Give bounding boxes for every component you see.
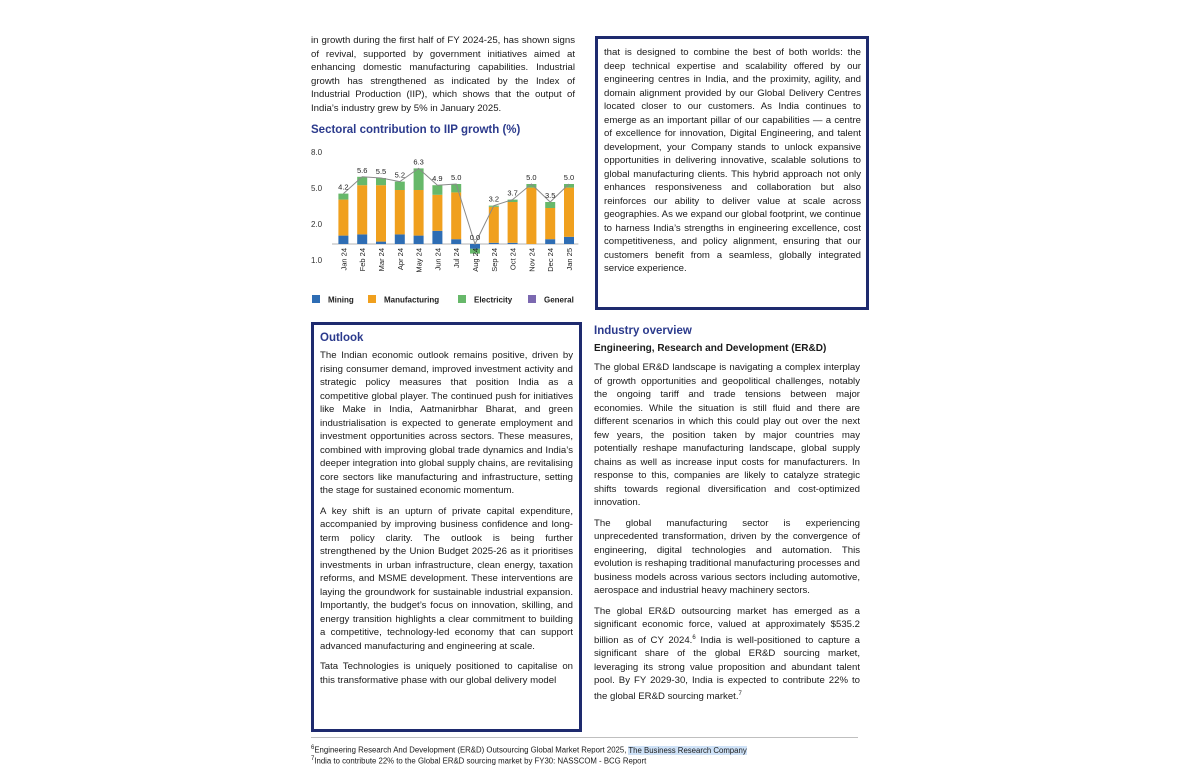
x-tick-label: Apr 24 — [395, 248, 405, 271]
legend-swatch-electricity — [458, 295, 466, 303]
x-tick-label: Aug 24 — [471, 248, 480, 272]
outlook-title: Outlook — [320, 332, 364, 344]
y-tick-label: 1.0 — [311, 256, 323, 265]
bar-mining — [357, 234, 367, 244]
bar-manufacturing — [564, 188, 574, 237]
industry-overview-section — [594, 325, 860, 703]
x-tick-label: Dec 24 — [546, 248, 556, 272]
data-label: 4.9 — [432, 174, 443, 184]
y-tick-label: 8.0 — [311, 148, 323, 157]
bar-mining — [414, 236, 424, 244]
data-label: 5.2 — [394, 170, 406, 180]
bar-manufacturing — [451, 192, 461, 239]
x-tick-label: Jul 24 — [452, 248, 462, 269]
footnote-6-highlight: The Business Research Company — [628, 745, 747, 755]
x-tick-label: Oct 24 — [508, 248, 518, 271]
legend-swatch-manufacturing — [368, 295, 376, 303]
data-label: 5.6 — [356, 165, 368, 175]
bar-mining — [489, 243, 499, 244]
x-tick-label: Sep 24 — [489, 248, 499, 272]
data-label: 5.5 — [375, 167, 387, 176]
legend-label-manufacturing: Manufacturing — [384, 295, 440, 305]
bar-manufacturing — [432, 195, 442, 231]
legend-label-mining: Mining — [328, 295, 354, 305]
x-tick-label: Mar 24 — [377, 248, 386, 272]
outlook-box — [311, 322, 582, 732]
footnote-7 — [311, 754, 646, 767]
bar-mining — [395, 234, 405, 244]
x-tick-label: Jan 25 — [565, 248, 574, 271]
data-label: 5.0 — [450, 173, 462, 182]
footnote-ref-6[interactable]: 6 — [692, 634, 696, 641]
x-tick-label: Feb 24 — [358, 248, 368, 272]
outlook-paragraph-1: The Indian economic outlook remains positive, driven by rising consumer demand, improved investment activity and strategic policy measures that position India as a competitive global player. The continued push for initiatives like Make in India, Aatmanirbhar Bharat, and green industrialisation is expected to generate employment and investment opportunities across sectors. These measures, combined with improving global trade dynamics and India’s deeper integration into global supply chains, are revitalising core sectors like manufacturing and infrastructure, setting the stage for sustained economic momentum. — [320, 350, 573, 496]
bar-electricity — [338, 194, 348, 200]
x-tick-label: Jun 24 — [433, 248, 443, 271]
bar-electricity — [432, 185, 442, 195]
outlook-paragraph-3: Tata Technologies is uniquely positioned to capitalise on this transformative phase with our global delivery model — [320, 661, 573, 686]
industry-paragraph-1: The global ER&D landscape is navigating a complex interplay of growth opportunities and geopolitical challenges, notably the ongoing tariff and trade tensions between major economies. While the situation is still fluid and there are different scenarios in which this could play out over the next few years, the position taken by major countries may potentially reshape manufacturing landscape, global supply chains as well as increase input costs for manufacturers. In response to this, companies are likely to catalyze strategic shifts towards regional diversification and cost-optimized innovation. — [594, 362, 860, 508]
industry-overview-heading: Industry overview — [594, 325, 692, 337]
bar-mining — [545, 239, 555, 244]
industry-paragraph-3-a: The global ER&D outsourcing market has emerged as a significant economic force, valued at approximately $535.2 billion as of CY 2024. — [594, 605, 860, 646]
bar-mining — [508, 243, 518, 244]
industry-paragraph-3 — [594, 605, 860, 704]
bar-manufacturing — [526, 188, 536, 244]
y-tick-label: 5.0 — [311, 184, 323, 193]
bar-mining — [338, 236, 348, 244]
bar-manufacturing — [508, 202, 518, 243]
delivery-model-text: that is designed to combine the best of both worlds: the deep technical expertise and scalability offered by our engineering centres in India, and the proximity, agility, and domain alignment provided by our Global Delivery Centres located closer to our customers. As India continues to emerge as an important pillar of our capabilities — a centre of excellence for innovation, Digital Engineering, and talent development, your Company stands to unlock expansive opportunities in delivering innovative, scalable solutions to global manufacturing clients. This hybrid approach not only enhances responsiveness and collaboration but also reinforces our ability to deliver value at scale across geographies. As we expand our global footprint, we continue to harness India’s strengths in engineering excellence, cost competitiveness, and policy alignment, ensuring that our customers benefit from a seamless, globally integrated service experience. — [604, 47, 861, 274]
bar-mining — [564, 237, 574, 244]
bar-manufacturing — [376, 185, 386, 241]
erd-subheading: Engineering, Research and Development (ER&D) — [594, 343, 827, 354]
bar-manufacturing — [545, 208, 555, 239]
outlook-paragraph-2: A key shift is an upturn of private capital expenditure, accompanied by improving business confidence and long-term policy clarity. The outlook is being further strengthened by the Union Budget 2025-26 as it prioritises investments in urban infrastructure, clean energy, taxation reforms, and MSME development. These interventions are laying the groundwork for sustainable industrial expansion. Importantly, the budget’s focus on innovation, skilling, and energy transition highlights a clear commitment to building a competitive, technology-led economy that can support advanced manufacturing and engineering at scale. — [320, 505, 573, 652]
y-tick-label: 2.0 — [311, 220, 323, 229]
data-label: 3.2 — [488, 194, 500, 204]
iip-chart — [306, 144, 586, 314]
bar-mining — [432, 231, 442, 244]
chart-title: Sectoral contribution to IIP growth (%) — [311, 124, 521, 136]
data-label: 4.2 — [338, 182, 349, 192]
legend-swatch-general — [528, 295, 536, 303]
data-label: 5.0 — [526, 173, 537, 182]
industry-paragraph-3-b: India is well-positioned to capture a significant share of the global ER&D sourcing market, leveraging its strong value proposition and abundant talent pool. By FY 2029-30, India is expected to contribute 22% to the global ER&D sourcing market. — [594, 634, 860, 702]
delivery-model-box — [595, 36, 869, 310]
industry-paragraph-2: The global manufacturing sector is experiencing unprecedented transformation, driven by the convergence of engineering, digital technologies and automation. This evolution is reshaping traditional manufacturing processes and business models across various sectors including automotive, aerospace and industrial heavy machinery sectors. — [594, 517, 860, 596]
bar-manufacturing — [395, 190, 405, 234]
bar-electricity — [395, 182, 405, 190]
bar-mining — [376, 242, 386, 244]
footnote-6-text: Engineering Research And Development (ER&D) Outsourcing Global Market Report 2025, — [314, 745, 629, 755]
bar-electricity — [357, 177, 367, 185]
data-label: 0.0 — [469, 233, 481, 242]
bar-manufacturing — [357, 185, 367, 234]
footnote-6-number: 6 — [311, 745, 315, 751]
data-label: 3.5 — [544, 191, 556, 200]
footnote-ref-7[interactable]: 7 — [738, 690, 742, 697]
x-tick-label: Nov 24 — [527, 248, 537, 272]
bar-mining — [451, 239, 461, 244]
legend-label-electricity: Electricity — [474, 295, 513, 305]
data-label: 5.0 — [563, 173, 575, 182]
footnote-divider — [311, 737, 858, 738]
footnote-7-number: 7 — [311, 756, 315, 762]
bar-manufacturing — [338, 200, 348, 236]
bar-electricity — [545, 202, 555, 208]
legend-swatch-mining — [312, 295, 320, 303]
legend-label-general: General — [544, 295, 574, 305]
data-label: 3.7 — [507, 188, 518, 198]
lead-paragraph: in growth during the first half of FY 2024-25, has shown signs of revival, supported by government initiatives aimed at enhancing domestic manufacturing capabilities. Industrial growth has strengthened as indicated by the Index of Industrial Production (IIP), which shows that the output of India’s industry grew by 5% in January 2025. — [311, 35, 575, 114]
bar-manufacturing — [414, 190, 424, 236]
x-tick-label: May 24 — [414, 248, 424, 273]
x-tick-label: Jan 24 — [339, 248, 349, 271]
footnote-7-text: India to contribute 22% to the Global ER&D sourcing market by FY30: NASSCOM - BCG Report — [314, 756, 647, 766]
data-label: 6.3 — [413, 157, 424, 167]
